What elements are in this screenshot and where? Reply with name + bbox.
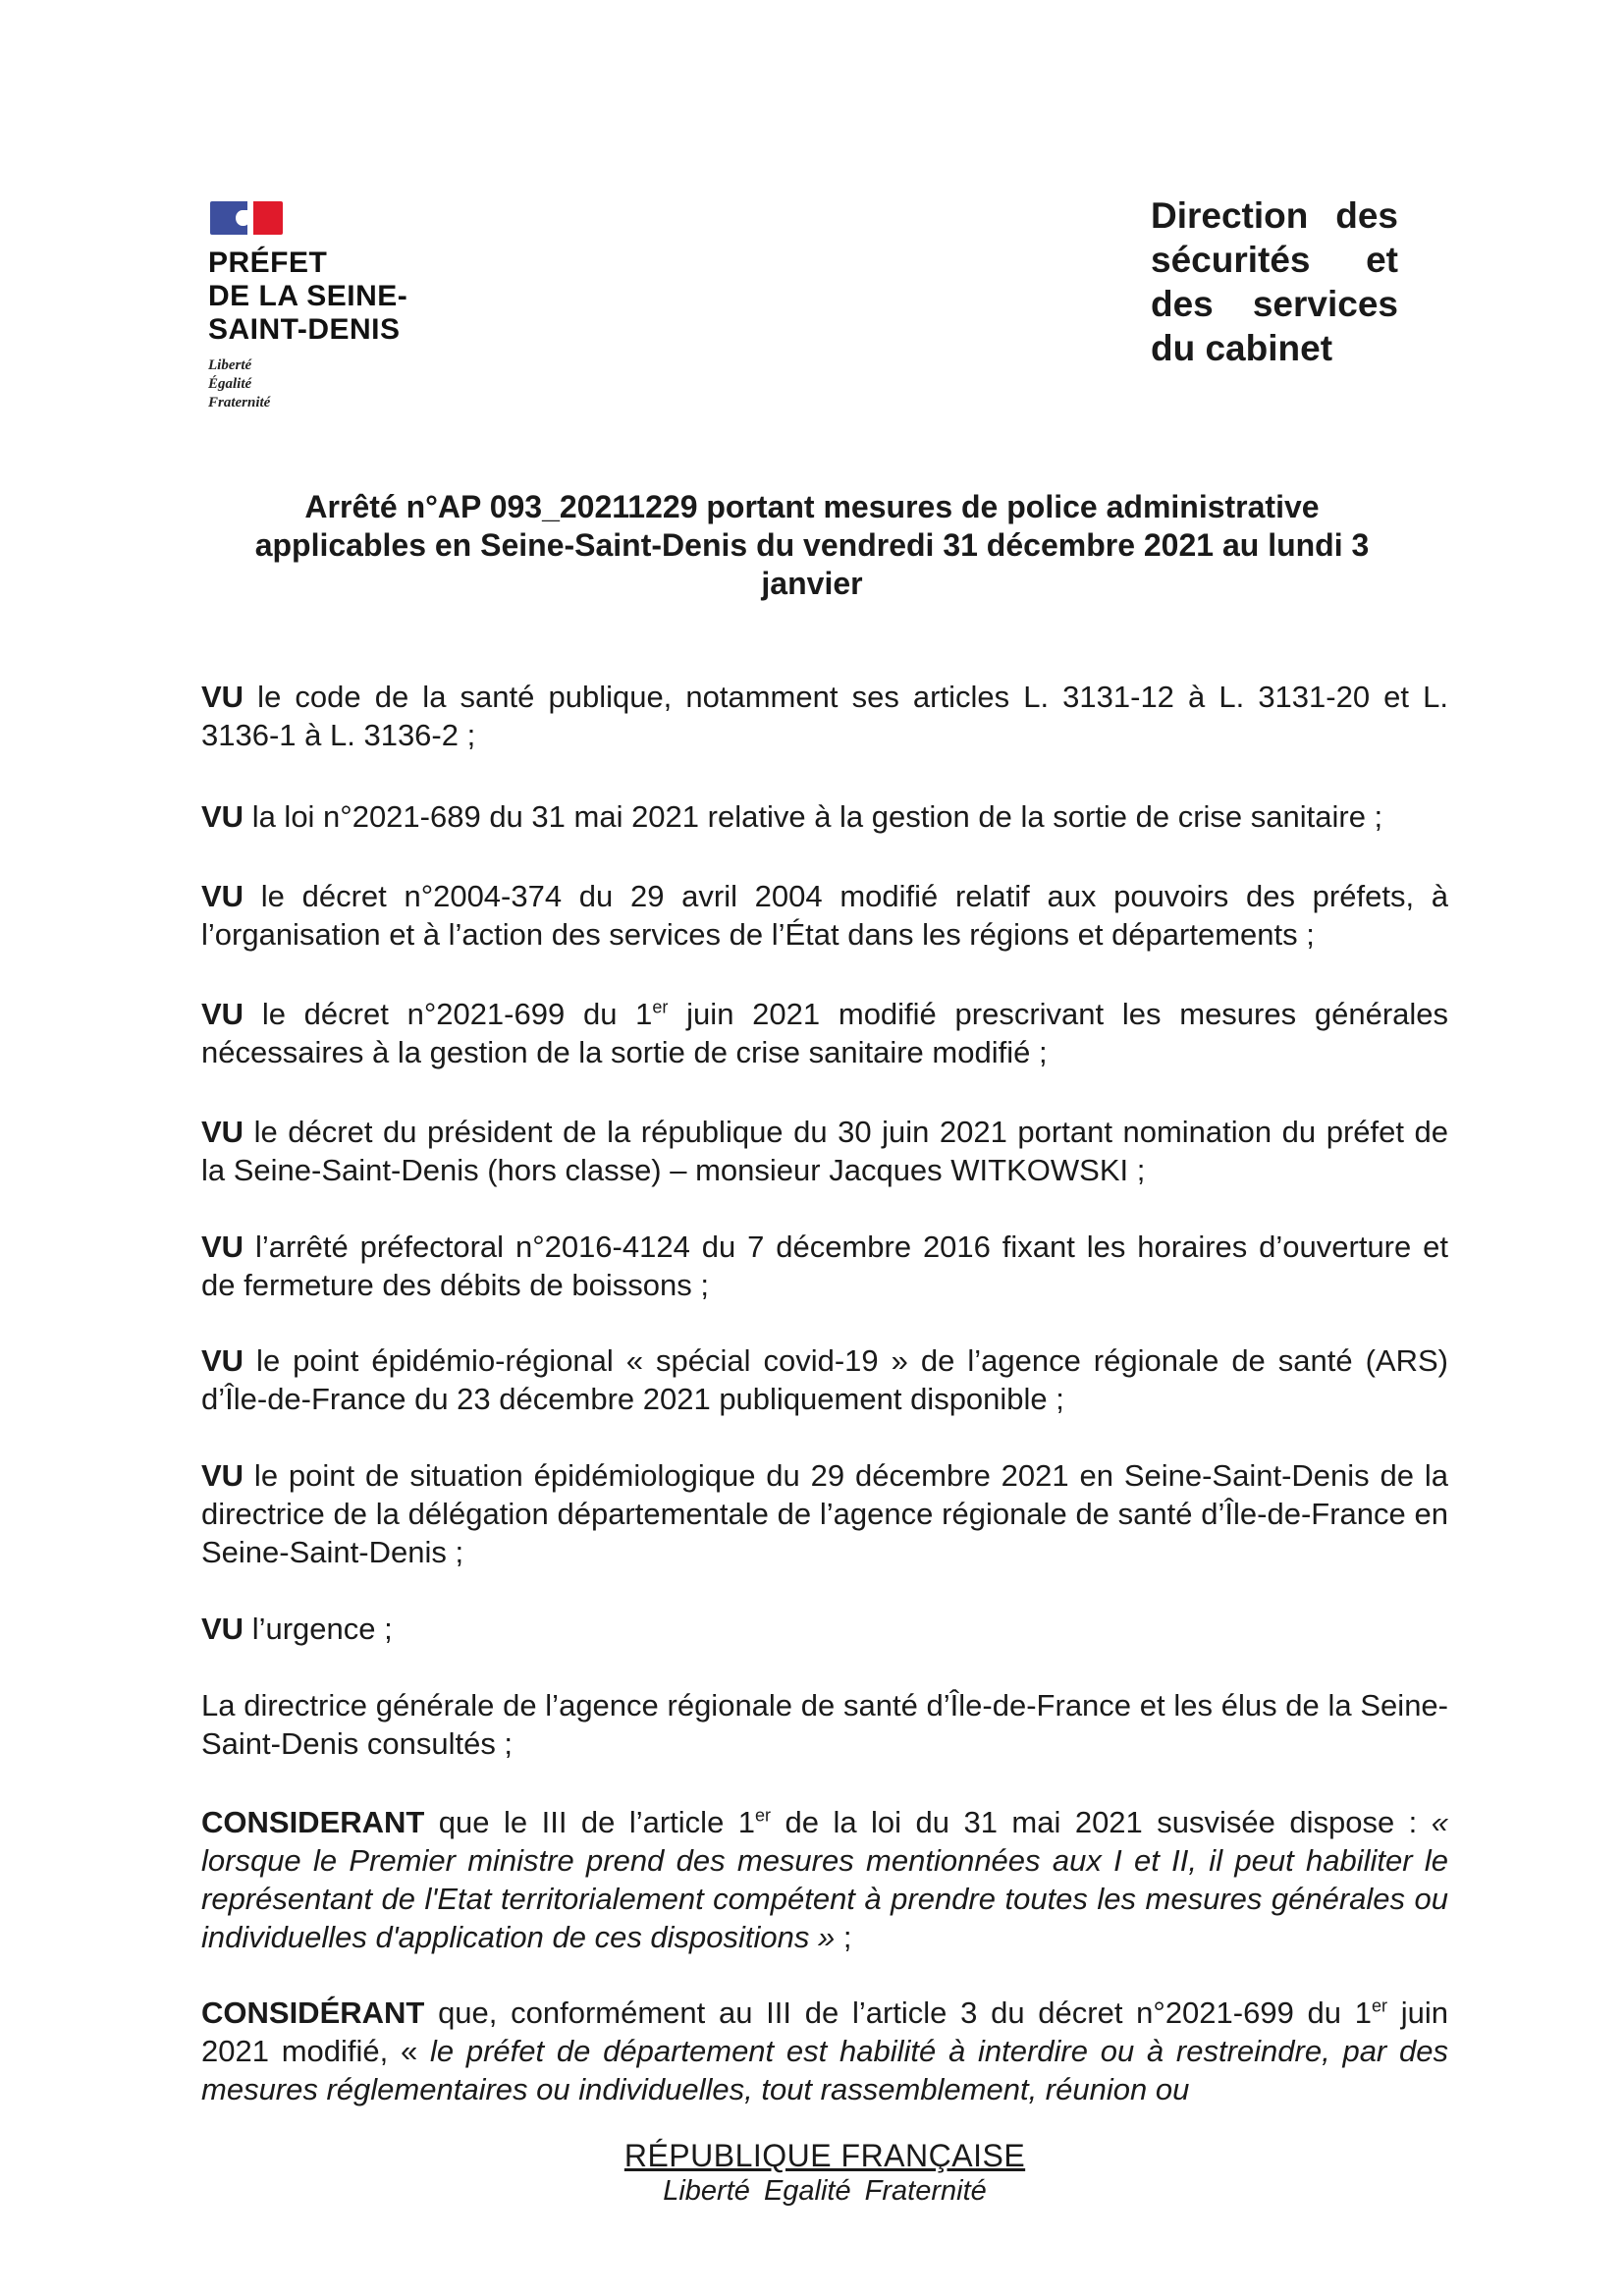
paragraph-vu-loi xyxy=(201,797,1448,836)
republique-francaise: RÉPUBLIQUE FRANÇAISE xyxy=(623,2138,1026,2173)
direction-line: Direction des xyxy=(1151,195,1398,236)
paragraph-text: le décret n°2004-374 du 29 avril 2004 modifié relatif aux pouvoirs des préfets, à l’organisation et à l’action des services de l’État dans les régions et départements ; xyxy=(201,879,1448,952)
direction-line: des services xyxy=(1151,284,1398,324)
paragraph-text: de la loi du 31 mai 2021 susvisée dispose : xyxy=(771,1805,1432,1839)
paragraph-consultation xyxy=(201,1686,1448,1763)
devise-small xyxy=(208,356,522,412)
paragraph-vu-code-sante xyxy=(201,678,1448,754)
paragraph-considerant-decret xyxy=(201,1994,1448,2108)
paragraph-text: juin 2021 modifié prescrivant les mesures générales nécessaires à la gestion de la sortie de crise sanitaire modifié ; xyxy=(201,997,1449,1069)
title-line: janvier xyxy=(761,566,863,601)
paragraph-text: juin 2021 modifié, « xyxy=(201,1995,1448,2068)
paragraph-text: la loi n°2021-689 du 31 mai 2021 relative à la gestion de la sortie de crise sanitaire ; xyxy=(244,799,1383,834)
quoted-text: le préfet de département est habilité à interdire ou à restreindre, par des mesures réglementaires ou individuelles, tout rassemblement, réunion ou xyxy=(201,2034,1448,2106)
keyword: VU xyxy=(201,1115,244,1149)
keyword: VU xyxy=(201,997,244,1031)
direction-line: du cabinet xyxy=(1151,328,1333,368)
prefet-line: DE LA SEINE- xyxy=(208,280,408,312)
prefet-name xyxy=(208,246,522,347)
paragraph-considerant-loi xyxy=(201,1803,1448,1956)
keyword: VU xyxy=(201,879,244,913)
prefet-line: PRÉFET xyxy=(208,246,328,279)
paragraph-vu-situation xyxy=(201,1456,1448,1571)
superscript: er xyxy=(755,1805,772,1826)
marianne-flag-icon xyxy=(210,201,293,235)
page-footer xyxy=(569,2137,1080,2208)
paragraph-vu-arrete xyxy=(201,1228,1448,1304)
superscript: er xyxy=(1372,1995,1388,2016)
devise-word: Fraternité xyxy=(208,395,271,410)
keyword: VU xyxy=(201,1343,244,1378)
paragraph-vu-nomination xyxy=(201,1113,1448,1189)
prefecture-logo xyxy=(208,201,522,412)
document-title xyxy=(208,488,1416,603)
paragraph-text: La directrice générale de l’agence régionale de santé d’Île-de-France et les élus de la Seine-Saint-Denis consultés ; xyxy=(201,1688,1448,1761)
keyword: VU xyxy=(201,1458,244,1493)
paragraph-text: le décret du président de la république du 30 juin 2021 portant nomination du préfet de la Seine-Saint-Denis (hors classe) – monsieur Jacques WITKOWSKI ; xyxy=(201,1115,1448,1187)
paragraph-text: l’arrêté préfectoral n°2016-4124 du 7 décembre 2016 fixant les horaires d’ouverture et de fermeture des débits de boissons ; xyxy=(201,1230,1448,1302)
direction-line: sécurités et xyxy=(1151,240,1398,280)
devise-word: Liberté xyxy=(208,357,252,373)
superscript: er xyxy=(652,997,669,1017)
paragraph-vu-point-epidemio xyxy=(201,1341,1448,1418)
paragraph-text: que le III de l’article 1 xyxy=(424,1805,756,1839)
paragraph-text: le décret n°2021-699 du 1 xyxy=(244,997,653,1031)
paragraph-text: le code de la santé publique, notamment ses articles L. 3131-12 à L. 3131-20 et L. 3136-1 à L. 3136-2 ; xyxy=(201,680,1448,752)
title-line: applicables en Seine-Saint-Denis du vendredi 31 décembre 2021 au lundi 3 xyxy=(254,527,1370,563)
paragraph-vu-urgence xyxy=(201,1610,1448,1648)
keyword: CONSIDERANT xyxy=(201,1805,425,1839)
keyword: VU xyxy=(201,1612,244,1646)
keyword: VU xyxy=(201,680,244,714)
paragraph-text: le point épidémio-régional « spécial covid-19 » de l’agence régionale de santé (ARS) d’Île-de-France du 23 décembre 2021 publiquement disponible ; xyxy=(201,1343,1448,1416)
keyword: VU xyxy=(201,1230,244,1264)
prefet-line: SAINT-DENIS xyxy=(208,313,401,346)
keyword: VU xyxy=(201,799,244,834)
quoted-text: « lorsque le Premier ministre prend des mesures mentionnées aux I et II, il peut habiliter le représentant de l'Etat territorialement compétent à prendre toutes les mesures générales ou individuelles d'application de ces dispositions » xyxy=(201,1805,1448,1954)
paragraph-text: le point de situation épidémiologique du 29 décembre 2021 en Seine-Saint-Denis de la directrice de la délégation départementale de l’agence régionale de santé d’Île-de-France en Seine-Saint-Denis ; xyxy=(201,1458,1448,1569)
devise-word: Égalité xyxy=(208,376,252,392)
paragraph-vu-decret-2004 xyxy=(201,877,1448,954)
title-line: Arrêté n°AP 093_20211229 portant mesures de police administrative xyxy=(304,489,1320,524)
paragraph-text: l’urgence ; xyxy=(244,1612,393,1646)
paragraph-vu-decret-2021 xyxy=(201,995,1448,1071)
keyword: CONSIDÉRANT xyxy=(201,1995,425,2030)
direction-heading xyxy=(1151,193,1398,370)
paragraph-text: ; xyxy=(835,1920,852,1954)
paragraph-text: que, conformément au III de l’article 3 du décret n°2021-699 du 1 xyxy=(424,1995,1372,2030)
footer-devise: Liberté Egalité Fraternité xyxy=(663,2175,987,2207)
